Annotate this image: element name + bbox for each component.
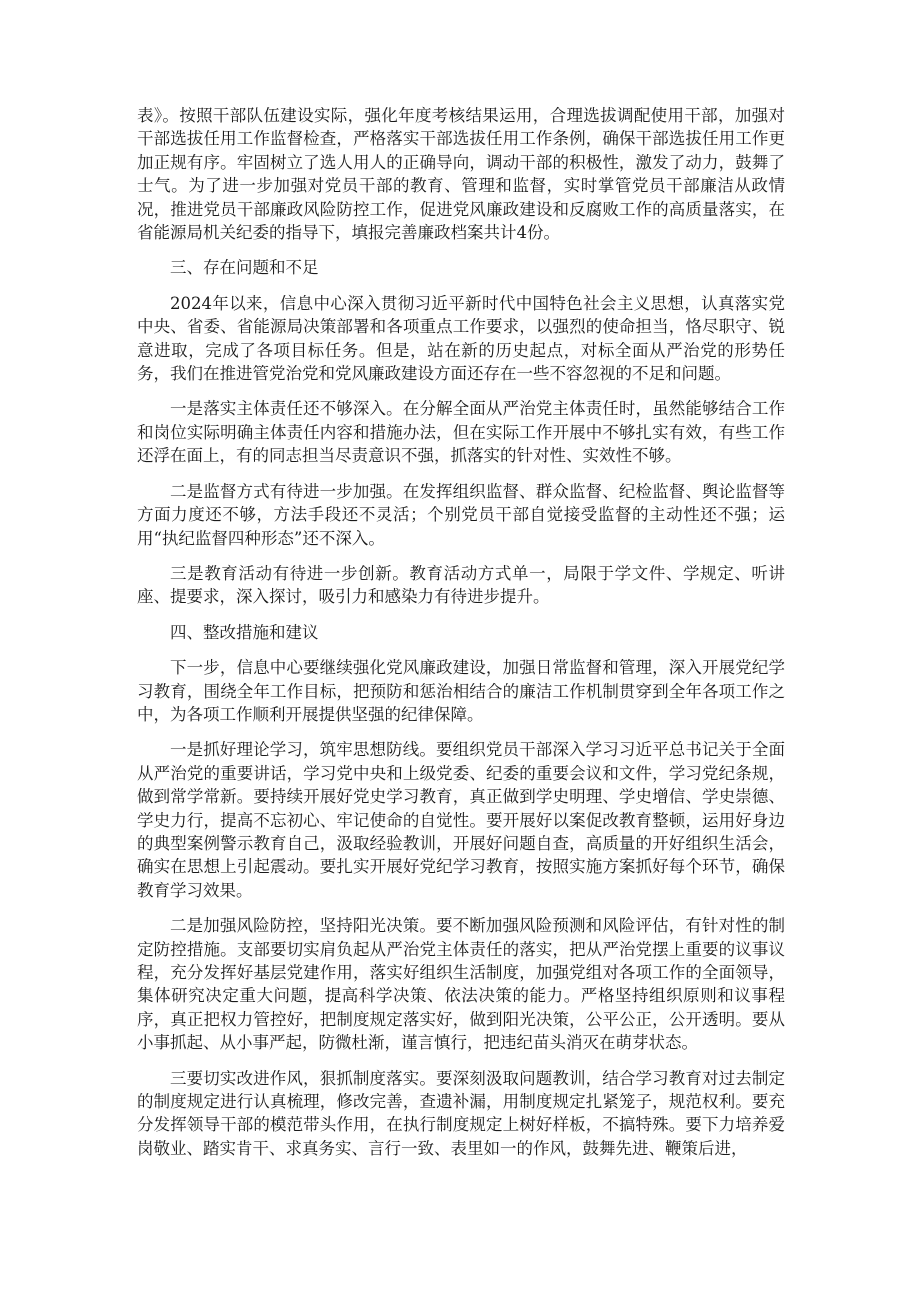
paragraph-6: 下一步，信息中心要继续强化党风廉政建设，加强日常监督和管理，深入开展党纪学习教育，围绕全年工作目标，把预防和惩治相结合的廉洁工作机制贯穿到全年各项工作之中，为各项工作顺利开展提供坚强的纪律保障。 [137,658,785,724]
paragraph-7: 一是抓好理论学习，筑牢思想防线。要组织党员干部深入学习习近平总书记关于全面从严治党的重要讲话，学习党中央和上级党委、纪委的重要会议和文件，学习党纪条规，做到常学常新。要持续开展好党史学习教育，真正做到学史明理、学史增信、学史崇德、学史力行，提高不忘初心、牢记使命的自觉性。要开展好以案促改教育整顿，运用好身边的典型案例警示教育自己，汲取经验教训，开展好问题自查，高质量的开好组织生活会，确实在思想上引起震动。要扎实开展好党纪学习教育，按照实施方案抓好每个环节，确保教育学习效果。 [137,740,785,900]
paragraph-1: 表》。按照干部队伍建设实际，强化年度考核结果运用，合理选拔调配使用干部，加强对干部选拔任用工作监督检查，严格落实干部选拔任用工作条例，确保干部选拔任用工作更加正规有序。牢固树立了选人用人的正确导向，调动干部的积极性，激发了动力，鼓舞了士气。为了进一步加强对党员干部的教育、管理和监督，实时掌管党员干部廉洁从政情况，推进党员干部廉政风险防控工作，促进党风廉政建设和反腐败工作的高质量落实，在省能源局机关纪委的指导下，填报完善廉政档案共计4份。 [137,106,785,243]
section-heading-4: 四、整改措施和建议 [170,622,319,642]
section-heading-3: 三、存在问题和不足 [170,258,319,278]
paragraph-3: 一是落实主体责任还不够深入。在分解全面从严治党主体责任时，虽然能够结合工作和岗位实际明确主体责任内容和措施办法，但在实际工作开展中不够扎实有效，有些工作还浮在面上，有的同志担当尽责意识不强，抓落实的针对性、实效性不够。 [137,399,785,466]
paragraph-8: 二是加强风险防控，坚持阳光决策。要不断加强风险预测和风险评估，有针对性的制定防控措施。支部要切实肩负起从严治党主体责任的落实，把从严治党摆上重要的议事议程，充分发挥好基层党建作用，落实好组织生活制度，加强党组对各项工作的全面领导，集体研究决定重大问题，提高科学决策、依法决策的能力。严格坚持组织原则和议事程序，真正把权力管控好，把制度规定落实好，做到阳光决策，公平公正，公开透明。要从小事抓起、从小事严起，防微杜渐，谨言慎行，把违纪苗头消灭在萌芽状态。 [137,916,785,1053]
paragraph-4: 二是监督方式有待进一步加强。在发挥组织监督、群众监督、纪检监督、舆论监督等方面力度还不够，方法手段还不灵活；个别党员干部自觉接受监督的主动性还不强；运用“执纪监督四种形态”还不深入。 [137,481,785,548]
paragraph-9: 三要切实改进作风，狠抓制度落实。要深刻汲取问题教训，结合学习教育对过去制定的制度规定进行认真梳理，修改完善，查遗补漏，用制度规定扎紧笼子，规范权利。要充分发挥领导干部的模范带头作用，在执行制度规定上树好样板，不搞特殊。要下力培养爱岗敬业、踏实肯干、求真务实、言行一致、表里如一的作风，鼓舞先进、鞭策后进， [137,1068,785,1158]
document-body [137,104,785,1172]
paragraph-2: 2024年以来，信息中心深入贯彻习近平新时代中国特色社会主义思想，认真落实党中央、省委、省能源局决策部署和各项重点工作要求，以强烈的使命担当，恪尽职守、锐意进取，完成了各项目标任务。但是，站在新的历史起点，对标全面从严治党的形势任务，我们在推进管党治党和党风廉政建设方面还存在一些不容忽视的不足和问题。 [137,293,785,384]
paragraph-5: 三是教育活动有待进一步创新。教育活动方式单一，局限于学文件、学规定、听讲座、提要求，深入探讨，吸引力和感染力有待进步提升。 [137,563,785,607]
